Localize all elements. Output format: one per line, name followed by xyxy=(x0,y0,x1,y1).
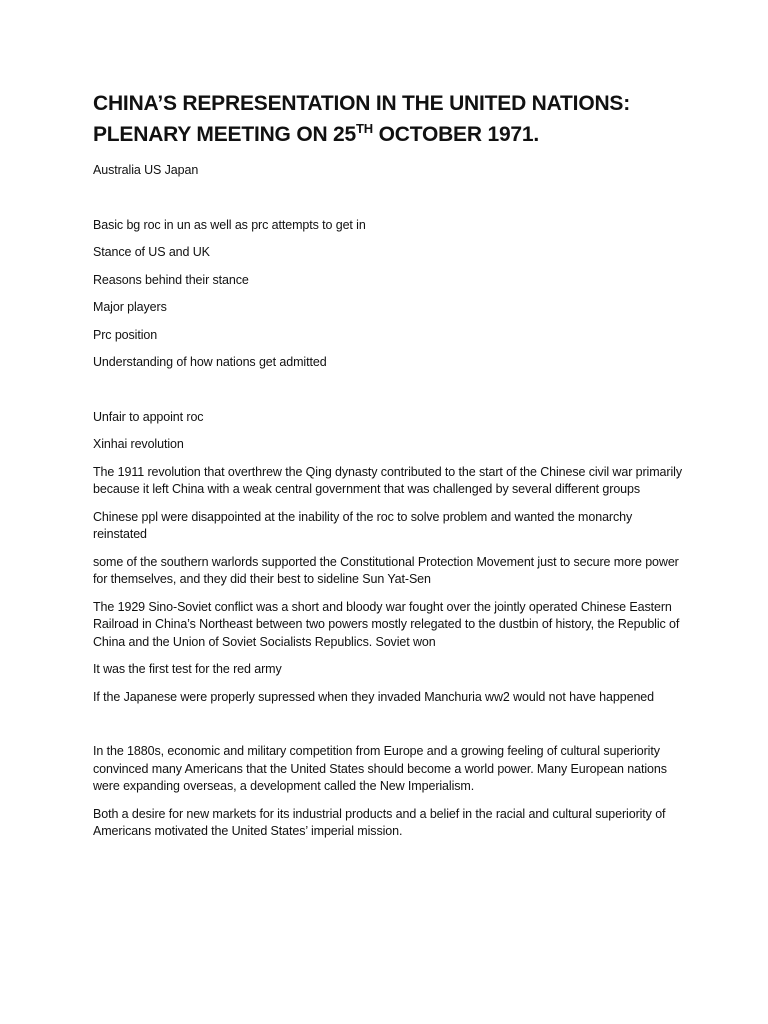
section2-paragraph: If the Japanese were properly supressed when they invaded Manchuria ww2 would not have happened xyxy=(93,689,655,704)
title-date: OCTOBER 1971. xyxy=(372,123,540,146)
section1-line: Major players xyxy=(93,300,167,314)
spacer xyxy=(93,382,683,409)
spacer xyxy=(93,716,683,743)
document-title xyxy=(93,88,683,150)
section1-line: Basic bg roc in un as well as prc attempts to get in xyxy=(93,217,366,232)
section2-paragraph: The 1929 Sino-Soviet conflict was a short and bloody war fought over the jointly operated Chinese Eastern Railroad in China’s Northeast between two powers mostly relegated to the dustbin of history, the Republic of China and the Union of Soviet Socialists Republics. Soviet won xyxy=(93,599,680,649)
section1-line: Reasons behind their stance xyxy=(93,272,249,287)
document-page xyxy=(93,88,683,851)
countries-line: Australia US Japan xyxy=(93,163,199,177)
title-superscript: TH xyxy=(356,121,373,136)
section3-paragraph: Both a desire for new markets for its industrial products and a belief in the racial and cultural superiority of Americans motivated the United States’ imperial mission. xyxy=(93,806,666,838)
spacer xyxy=(93,190,683,217)
section1-line: Stance of US and UK xyxy=(93,245,210,259)
section2-paragraph: Unfair to appoint roc xyxy=(93,409,204,424)
section2-paragraph: The 1911 revolution that overthrew the Qing dynasty contributed to the start of the Chinese civil war primarily because it left China with a weak central government that was challenged by several different groups xyxy=(93,464,682,496)
section2-paragraph: Chinese ppl were disappointed at the inability of the roc to solve problem and wanted the monarchy reinstated xyxy=(93,509,633,541)
section2-paragraph: Xinhai revolution xyxy=(93,437,184,451)
title-main: CHINA’S REPRESENTATION IN THE UNITED NATIONS: PLENARY MEETING ON 25 xyxy=(93,92,631,146)
section3-paragraph: In the 1880s, economic and military competition from Europe and a growing feeling of cultural superiority convinced many Americans that the United States should become a world power. Many European nations were expanding overseas, a development called the New Imperialism. xyxy=(93,744,667,793)
section2-paragraph: some of the southern warlords supported the Constitutional Protection Movement just to secure more power for themselves, and they did their best to sideline Sun Yat-Sen xyxy=(93,554,679,586)
section1-line: Understanding of how nations get admitted xyxy=(93,355,327,369)
section2-paragraph: It was the first test for the red army xyxy=(93,662,282,676)
section1-line: Prc position xyxy=(93,327,158,342)
